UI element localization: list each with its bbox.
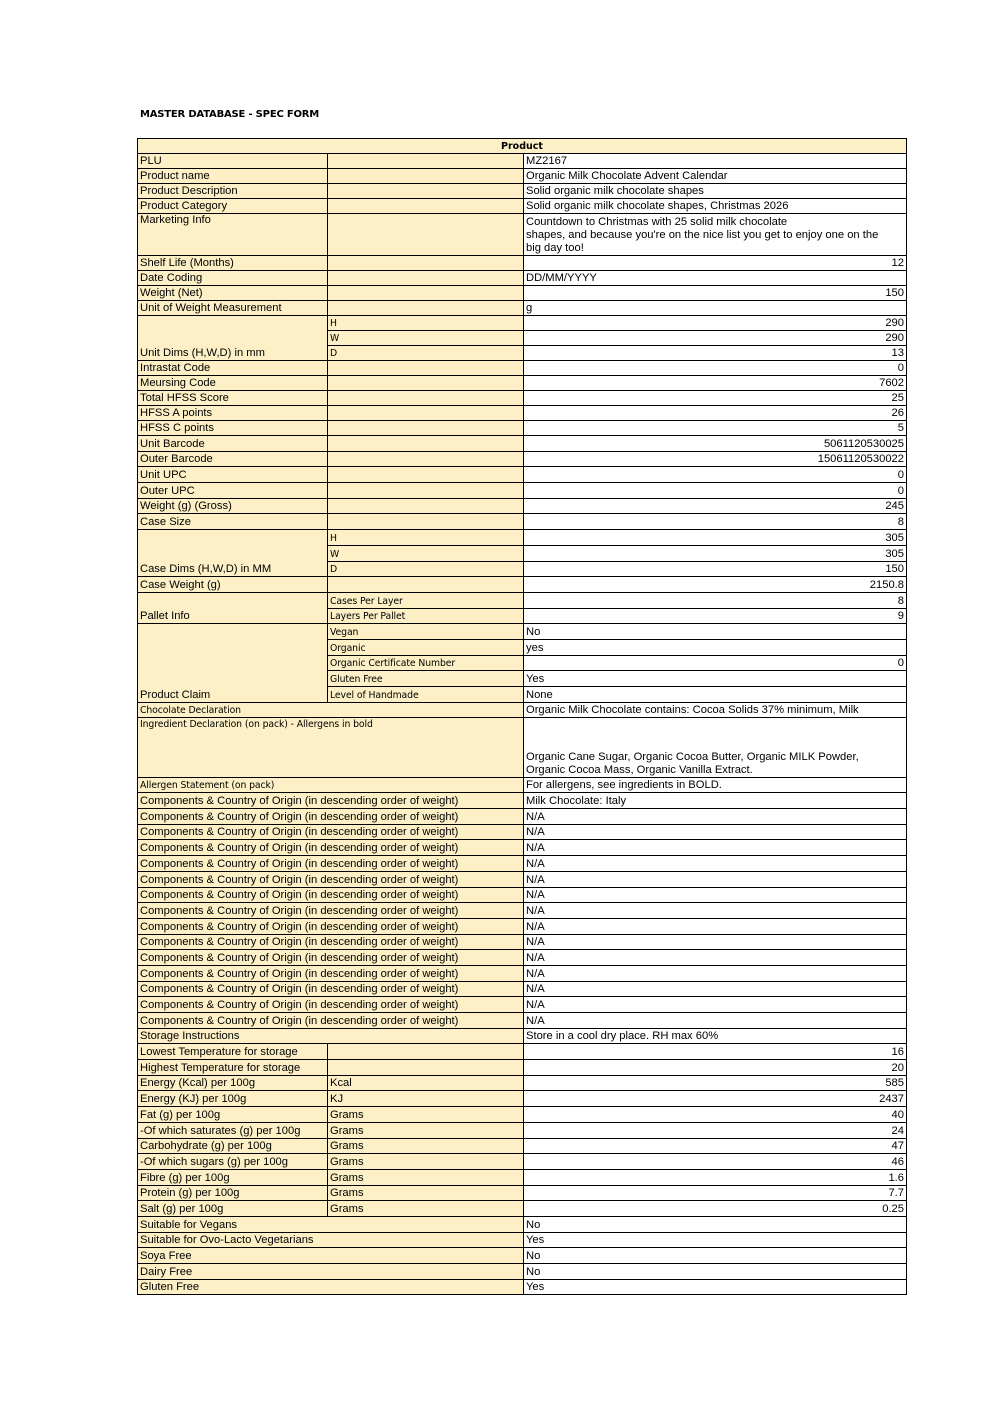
table-row [138, 997, 907, 1013]
ingredient-line: Organic Cocoa Mass, Organic Vanilla Extract. [526, 764, 753, 777]
sub-label: Organic [328, 639, 524, 655]
component-origin-value: N/A [524, 934, 907, 950]
row-label: Product Claim [138, 624, 328, 702]
row-label: Case Weight (g) [138, 577, 328, 593]
row-label: Gluten Free [138, 1279, 524, 1295]
component-origin-value: Milk Chocolate: Italy [524, 793, 907, 809]
row-label: Ingredient Declaration (on pack) - Allergens in bold [138, 718, 524, 778]
unit-label: Grams [328, 1169, 524, 1185]
row-label: Storage Instructions [138, 1028, 524, 1044]
component-origin-value: N/A [524, 997, 907, 1013]
table-row [138, 1075, 907, 1091]
row-label: Unit of Weight Measurement [138, 301, 328, 316]
row-label: Fat (g) per 100g [138, 1107, 328, 1123]
row-label: Components & Country of Origin (in descending order of weight) [138, 840, 524, 856]
table-row [138, 1107, 907, 1123]
unit-label: Grams [328, 1122, 524, 1138]
row-label: Meursing Code [138, 376, 328, 391]
row-label: Suitable for Ovo-Lacto Vegetarians [138, 1232, 524, 1248]
case-width-value: 305 [524, 545, 907, 561]
unit-label: Grams [328, 1201, 524, 1217]
meursing-value: 7602 [524, 376, 907, 391]
row-label: Outer UPC [138, 483, 328, 499]
row-label: -Of which saturates (g) per 100g [138, 1122, 328, 1138]
component-origin-value: N/A [524, 918, 907, 934]
row-label: Energy (Kcal) per 100g [138, 1075, 328, 1091]
table-row [138, 1060, 907, 1076]
nutrition-value: 2437 [524, 1091, 907, 1107]
unit-width-value: 290 [524, 331, 907, 346]
hfss-c-value: 5 [524, 421, 907, 436]
row-label: Components & Country of Origin (in descending order of weight) [138, 903, 524, 919]
ingredient-declaration-value [524, 718, 907, 778]
storage-value: 20 [524, 1060, 907, 1076]
row-label: Case Size [138, 514, 328, 530]
product-category-value: Solid organic milk chocolate shapes, Christmas 2026 [524, 199, 907, 214]
component-origin-value: N/A [524, 965, 907, 981]
table-row [138, 1185, 907, 1201]
hfss-score-value: 25 [524, 391, 907, 406]
unit-label: Grams [328, 1154, 524, 1170]
dim-w-label: W [328, 545, 524, 561]
row-label: Components & Country of Origin (in descending order of weight) [138, 918, 524, 934]
hfss-a-value: 26 [524, 406, 907, 421]
table-row [138, 1028, 907, 1044]
table-header: Product [138, 139, 907, 154]
row-label: Case Dims (H,W,D) in MM [138, 530, 328, 577]
row-label: Components & Country of Origin (in descending order of weight) [138, 997, 524, 1013]
date-coding-value: DD/MM/YYYY [524, 271, 907, 286]
row-label: Components & Country of Origin (in descending order of weight) [138, 1013, 524, 1029]
row-label: Pallet Info [138, 592, 328, 623]
table-row [138, 840, 907, 856]
organic-value: yes [524, 639, 907, 655]
unit-label: Kcal [328, 1075, 524, 1091]
nutrition-value: 47 [524, 1138, 907, 1154]
marketing-line: big day too! [526, 242, 584, 254]
row-label: Components & Country of Origin (in descending order of weight) [138, 934, 524, 950]
component-origin-value: N/A [524, 950, 907, 966]
row-label: Soya Free [138, 1248, 524, 1264]
product-name-value: Organic Milk Chocolate Advent Calendar [524, 169, 907, 184]
plu-value: MZ2167 [524, 154, 907, 169]
row-label: Components & Country of Origin (in descending order of weight) [138, 809, 524, 825]
gluten-free-value: Yes [524, 671, 907, 687]
nutrition-value: 46 [524, 1154, 907, 1170]
sub-label: Layers Per Pallet [328, 608, 524, 624]
row-label: Components & Country of Origin (in descending order of weight) [138, 856, 524, 872]
table-row [138, 1264, 907, 1280]
shelf-life-value: 12 [524, 256, 907, 271]
table-row [138, 1154, 907, 1170]
row-label: Unit Barcode [138, 436, 328, 452]
table-row [138, 1138, 907, 1154]
nutrition-value: 7.7 [524, 1185, 907, 1201]
dim-h-label: H [328, 530, 524, 546]
row-label: Energy (KJ) per 100g [138, 1091, 328, 1107]
row-label: HFSS C points [138, 421, 328, 436]
table-row [138, 1013, 907, 1029]
row-label: Lowest Temperature for storage [138, 1044, 328, 1060]
row-label: Product Category [138, 199, 328, 214]
table-row [138, 950, 907, 966]
handmade-value: None [524, 687, 907, 703]
table-row [138, 934, 907, 950]
sub-label: Organic Certificate Number [328, 655, 524, 671]
vegan-value: No [524, 624, 907, 640]
row-label: Components & Country of Origin (in descending order of weight) [138, 950, 524, 966]
row-label: Components & Country of Origin (in descending order of weight) [138, 887, 524, 903]
row-label: Product Description [138, 184, 328, 199]
row-label: Outer Barcode [138, 451, 328, 467]
net-weight-value: 150 [524, 286, 907, 301]
row-label: Fibre (g) per 100g [138, 1169, 328, 1185]
row-label: Total HFSS Score [138, 391, 328, 406]
ingredient-line: Organic Cane Sugar, Organic Cocoa Butter, Organic MILK Powder, [526, 751, 859, 764]
marketing-info-value [524, 214, 907, 256]
row-label: Components & Country of Origin (in descending order of weight) [138, 981, 524, 997]
weight-unit-value: g [524, 301, 907, 316]
dim-h-label: H [328, 316, 524, 331]
table-row [138, 1232, 907, 1248]
table-row [138, 1216, 907, 1232]
row-label: Carbohydrate (g) per 100g [138, 1138, 328, 1154]
row-label: Weight (g) (Gross) [138, 498, 328, 514]
sub-label: Gluten Free [328, 671, 524, 687]
chocolate-declaration-value: Organic Milk Chocolate contains: Cocoa Solids 37% minimum, Milk [524, 702, 907, 718]
unit-barcode-value: 5061120530025 [524, 436, 907, 452]
unit-depth-value: 13 [524, 346, 907, 361]
gross-weight-value: 245 [524, 498, 907, 514]
suitability-value: Yes [524, 1279, 907, 1295]
unit-height-value: 290 [524, 316, 907, 331]
intrastat-value: 0 [524, 361, 907, 376]
marketing-line: Countdown to Christmas with 25 solid milk chocolate [526, 216, 788, 228]
nutrition-value: 24 [524, 1122, 907, 1138]
table-row [138, 1201, 907, 1217]
row-label: Components & Country of Origin (in descending order of weight) [138, 793, 524, 809]
sub-label: Cases Per Layer [328, 592, 524, 608]
row-label: Suitable for Vegans [138, 1216, 524, 1232]
nutrition-value: 40 [524, 1107, 907, 1123]
row-label: Dairy Free [138, 1264, 524, 1280]
nutrition-value: 1.6 [524, 1169, 907, 1185]
table-row [138, 809, 907, 825]
table-row [138, 965, 907, 981]
row-label: Product name [138, 169, 328, 184]
unit-label: Grams [328, 1138, 524, 1154]
table-row [138, 1279, 907, 1295]
document-title: MASTER DATABASE - SPEC FORM [140, 109, 320, 120]
row-label: Protein (g) per 100g [138, 1185, 328, 1201]
row-label: HFSS A points [138, 406, 328, 421]
table-row [138, 793, 907, 809]
row-label: Unit UPC [138, 467, 328, 483]
suitability-value: No [524, 1216, 907, 1232]
table-row [138, 1091, 907, 1107]
unit-upc-value: 0 [524, 467, 907, 483]
component-origin-value: N/A [524, 1013, 907, 1029]
storage-value: 16 [524, 1044, 907, 1060]
component-origin-value: N/A [524, 903, 907, 919]
component-origin-value: N/A [524, 856, 907, 872]
cases-per-layer-value: 8 [524, 592, 907, 608]
component-origin-value: N/A [524, 981, 907, 997]
layers-per-pallet-value: 9 [524, 608, 907, 624]
case-height-value: 305 [524, 530, 907, 546]
table-row [138, 903, 907, 919]
table-row [138, 871, 907, 887]
row-label: Weight (Net) [138, 286, 328, 301]
row-label: Marketing Info [138, 214, 328, 256]
case-depth-value: 150 [524, 561, 907, 577]
sub-label: Vegan [328, 624, 524, 640]
case-size-value: 8 [524, 514, 907, 530]
outer-upc-value: 0 [524, 483, 907, 499]
nutrition-value: 0.25 [524, 1201, 907, 1217]
case-weight-value: 2150.8 [524, 577, 907, 593]
row-label: Salt (g) per 100g [138, 1201, 328, 1217]
row-label: Components & Country of Origin (in descending order of weight) [138, 824, 524, 840]
row-label: PLU [138, 154, 328, 169]
row-label: Highest Temperature for storage [138, 1060, 328, 1076]
row-label: Chocolate Declaration [138, 702, 524, 718]
component-origin-value: N/A [524, 840, 907, 856]
row-label: Unit Dims (H,W,D) in mm [138, 316, 328, 361]
table-row [138, 1169, 907, 1185]
unit-label: Grams [328, 1185, 524, 1201]
component-origin-value: N/A [524, 871, 907, 887]
sub-label: Level of Handmade [328, 687, 524, 703]
nutrition-value: 585 [524, 1075, 907, 1091]
row-label: Components & Country of Origin (in descending order of weight) [138, 965, 524, 981]
storage-value: Store in a cool dry place. RH max 60% [524, 1028, 907, 1044]
table-row [138, 1044, 907, 1060]
table-row [138, 1248, 907, 1264]
product-description-value: Solid organic milk chocolate shapes [524, 184, 907, 199]
table-row [138, 824, 907, 840]
table-row [138, 887, 907, 903]
dim-d-label: D [328, 561, 524, 577]
suitability-value: Yes [524, 1232, 907, 1248]
row-label: Shelf Life (Months) [138, 256, 328, 271]
marketing-line: shapes, and because you're on the nice list you get to enjoy one on the [526, 229, 879, 241]
row-label: Date Coding [138, 271, 328, 286]
table-row [138, 918, 907, 934]
table-row [138, 856, 907, 872]
dim-d-label: D [328, 346, 524, 361]
table-row [138, 981, 907, 997]
allergen-statement-value: For allergens, see ingredients in BOLD. [524, 778, 907, 793]
row-label: Components & Country of Origin (in descending order of weight) [138, 871, 524, 887]
component-origin-value: N/A [524, 824, 907, 840]
row-label: Allergen Statement (on pack) [138, 778, 524, 793]
outer-barcode-value: 15061120530022 [524, 451, 907, 467]
table-row [138, 1122, 907, 1138]
unit-label: Grams [328, 1107, 524, 1123]
unit-label: KJ [328, 1091, 524, 1107]
suitability-value: No [524, 1248, 907, 1264]
organic-cert-value: 0 [524, 655, 907, 671]
suitability-value: No [524, 1264, 907, 1280]
row-label: -Of which sugars (g) per 100g [138, 1154, 328, 1170]
component-origin-value: N/A [524, 887, 907, 903]
component-origin-value: N/A [524, 809, 907, 825]
row-label: Intrastat Code [138, 361, 328, 376]
dim-w-label: W [328, 331, 524, 346]
spec-table [137, 138, 907, 1295]
